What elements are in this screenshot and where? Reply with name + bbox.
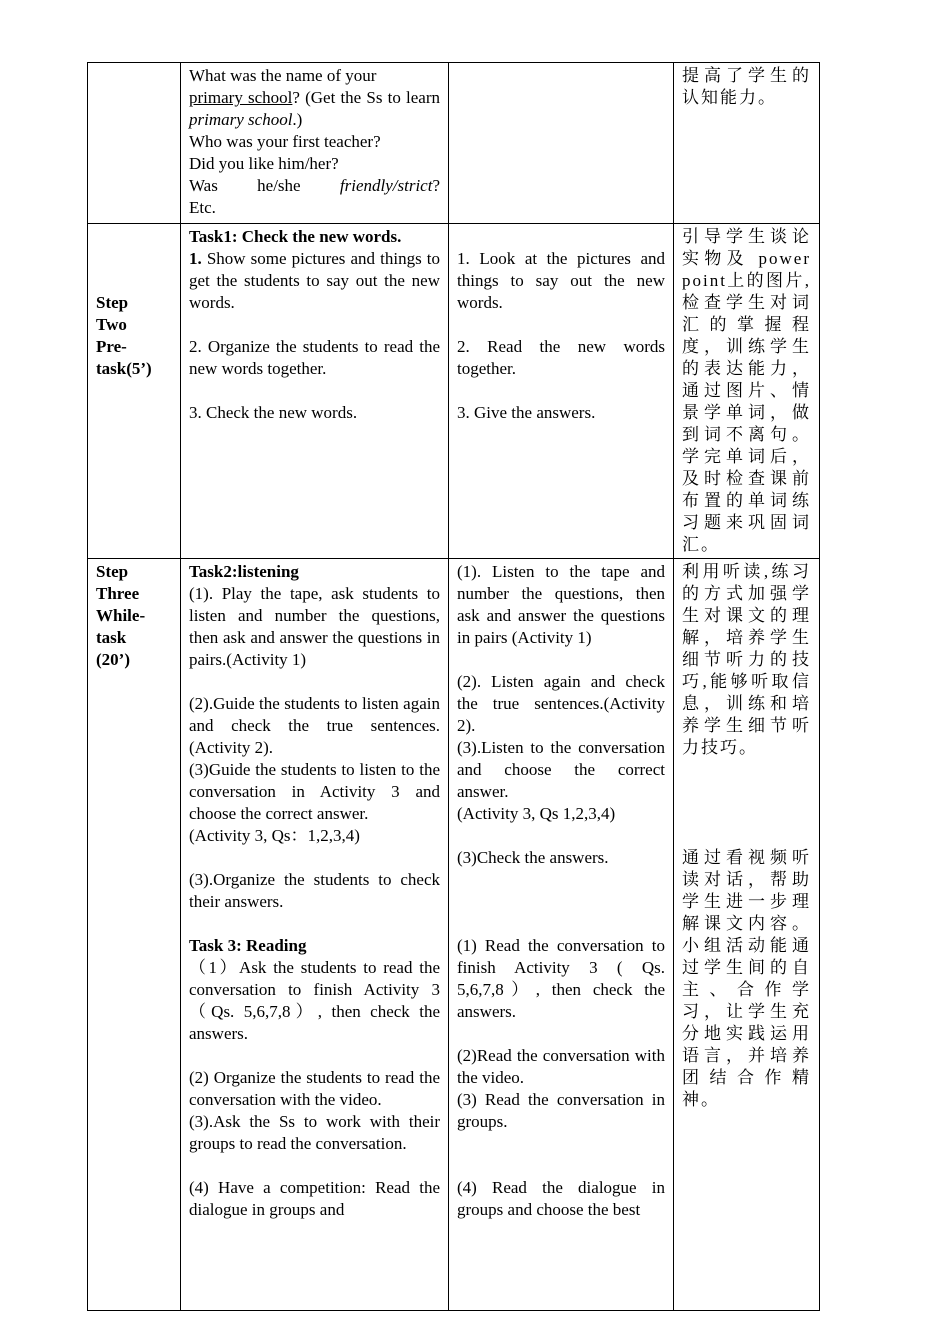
purpose-paragraph: 利用听读,练习的方式加强学生对课文的理解，培养学生细节听力的技巧,能够听取信息，训练和培养学生细节听力技巧。 (682, 562, 811, 757)
table-row (88, 63, 820, 224)
step-label: While- (96, 606, 146, 625)
teacher-line: What was the name of your (189, 66, 377, 85)
step-cell (88, 63, 181, 224)
teacher-line: (4) Have a competition: Read the dialogue in groups and (189, 1178, 440, 1219)
teacher-line: (1). Play the tape, ask students to listen and number the questions, then ask and answer the questions in pairs.(Activity 1) (189, 584, 440, 669)
teacher-activity-cell (181, 224, 449, 559)
task-title: Task2:listening (189, 562, 299, 581)
step-label: Step (96, 293, 129, 312)
step-label: Three (96, 584, 140, 603)
purpose-cell (674, 559, 820, 1311)
student-line: (1). Listen to the tape and number the questions, then ask and answer the questions in pairs (Activity 1) (457, 562, 665, 647)
student-line: (2)Read the conversation with the video. (457, 1046, 665, 1087)
student-line: (2). Listen again and check the true sentences.(Activity 2). (457, 672, 665, 735)
teacher-line: Did you like him/her? (189, 154, 339, 173)
teacher-line: (2) Organize the students to read the conversation with the video. (189, 1068, 440, 1109)
purpose-paragraph: 通过看视频听读对话，帮助学生进一步理解课文内容。小组活动能通过学生间的自主、合作学习，让学生充分地实践运用语言，并培养团结合作精神。 (682, 848, 811, 1109)
teacher-line: 2. Organize the students to read the new words together. (189, 337, 440, 378)
teacher-line: Etc. (189, 198, 216, 217)
step-label: Pre- (96, 337, 127, 356)
teacher-line: (2).Guide the students to listen again and check the true sentences.(Activity 2). (189, 694, 440, 757)
student-activity-cell (449, 559, 674, 1311)
teacher-line: primary school? (Get the Ss to learn primary school.) (189, 88, 440, 129)
student-line: (3) Read the conversation in groups. (457, 1090, 665, 1131)
student-line: (4) Read the dialogue in groups and choose the best (457, 1178, 665, 1219)
teacher-activity-cell (181, 559, 449, 1311)
teacher-line: (3)Guide the students to listen to the conversation in Activity 3 and choose the correct answer. (189, 760, 440, 823)
teacher-line: (Activity 3, Qs：1,2,3,4) (189, 826, 360, 845)
student-line: (1) Read the conversation to finish Activity 3 ( Qs. 5,6,7,8）, then check the answers. (457, 936, 665, 1021)
purpose-cell: 引导学生谈论实物及 power point上的图片,检查学生对词汇的掌握程度，训练学生的表达能力，通过图片、情景学单词，做到词不离句。学完单词后，及时检查课前布置的单词练习题来巩固词汇。 (674, 224, 820, 559)
teacher-line: （1）Ask the students to read the conversation to finish Activity 3（Qs. 5,6,7,8）, then check the answers. (189, 958, 440, 1043)
step-label: Step (96, 562, 129, 581)
task-title: Task1: Check the new words. (189, 227, 402, 246)
teacher-line: Was he/she friendly/strict? (189, 176, 440, 195)
step-label: task (96, 628, 127, 647)
table-row (88, 559, 820, 1311)
step-label: Two (96, 315, 127, 334)
student-line: 2. Read the new words together. (457, 337, 665, 378)
student-line: (3)Check the answers. (457, 848, 609, 867)
teacher-line: (3).Organize the students to check their answers. (189, 870, 440, 911)
student-line: 1. Look at the pictures and things to say out the new words. (457, 249, 665, 312)
table-row (88, 224, 820, 559)
lesson-plan-table (87, 62, 820, 1311)
teacher-line: 1. Show some pictures and things to get the students to say out the new words. (189, 249, 440, 312)
teacher-line: Who was your first teacher? (189, 132, 381, 151)
purpose-cell: 提高了学生的认知能力。 (674, 63, 820, 224)
step-label: task(5’) (96, 359, 152, 378)
step-cell (88, 559, 181, 1311)
step-label: (20’) (96, 650, 130, 669)
student-line: (Activity 3, Qs 1,2,3,4) (457, 804, 616, 823)
teacher-line: (3).Ask the Ss to work with their groups to read the conversation. (189, 1112, 440, 1153)
student-line: 3. Give the answers. (457, 403, 596, 422)
task-title: Task 3: Reading (189, 936, 307, 955)
teacher-activity-cell (181, 63, 449, 224)
student-activity-cell (449, 224, 674, 559)
student-activity-cell (449, 63, 674, 224)
step-cell (88, 224, 181, 559)
teacher-line: 3. Check the new words. (189, 403, 358, 422)
student-line: (3).Listen to the conversation and choose the correct answer. (457, 738, 665, 801)
